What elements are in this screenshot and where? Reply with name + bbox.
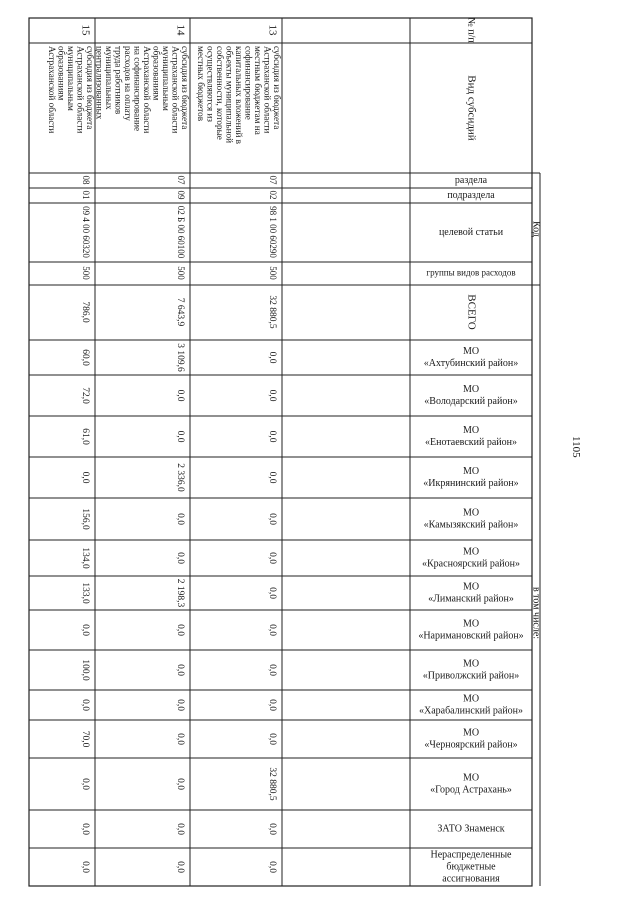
district-value: 0,0 [266, 587, 277, 599]
code-header-3: группы видов расходов [426, 267, 516, 278]
district-value: 0,0 [174, 699, 185, 711]
subsidy-name-line: Астраханской области [262, 46, 273, 134]
district-header-11: МО [462, 772, 480, 784]
district-header-13: Нераспределенные [430, 849, 512, 861]
district-value: 0,0 [174, 823, 185, 835]
table-frame [29, 18, 532, 886]
district-value: 0,0 [79, 699, 90, 711]
district-value: 0,0 [266, 552, 277, 564]
district-value: 0,0 [79, 624, 90, 636]
district-value: 0,0 [174, 513, 185, 525]
district-value: 3 109,6 [174, 343, 185, 372]
code-header-2: целевой статьи [438, 226, 504, 238]
tsel-value: 98 1 00 60290 [267, 206, 278, 258]
district-header-10: «Черноярский район» [424, 739, 518, 751]
district-value: 0,0 [266, 664, 277, 676]
subsidy-name-line: на софинансирование [132, 46, 143, 132]
subsidy-name-line: расходов на оплату [122, 46, 133, 121]
district-value: 0,0 [174, 664, 185, 676]
subsidy-name-line: Астраханской области [170, 46, 181, 134]
district-value: 0,0 [174, 778, 185, 790]
district-header-7: «Наримановский район» [418, 630, 524, 642]
district-header-0: «Ахтубинский район» [423, 357, 519, 369]
district-value: 32 880,5 [266, 767, 277, 801]
district-value: 0,0 [79, 778, 90, 790]
subsidy-name-line: софинансирование [243, 46, 254, 120]
district-value: 60,0 [79, 349, 90, 366]
vid-value: 500 [80, 266, 91, 280]
district-value: 0,0 [266, 513, 277, 525]
subsidy-name-line: централизованных [94, 46, 105, 120]
district-value: 133,0 [79, 582, 90, 604]
district-header-3: МО [462, 465, 480, 477]
podrazdel-value: 01 [80, 190, 91, 200]
tsel-value: 02 Б 00 60100 [175, 205, 186, 259]
district-value: 134,0 [79, 547, 90, 569]
subsidy-name-line: муниципальным [65, 46, 76, 111]
subsidy-name-line: субсидия из бюджета [271, 46, 282, 130]
district-value: 0,0 [174, 389, 185, 402]
district-header-9: «Харабалинский район» [418, 705, 524, 717]
subsidy-name-line: осуществляются из [205, 46, 216, 122]
total-value: 7 643,9 [174, 297, 185, 327]
subsidy-name-line: Астраханской области [141, 46, 152, 134]
district-header-1: «Володарский район» [424, 395, 518, 407]
code-group-label: Код [530, 221, 542, 237]
subsidy-name-line: труда работников [113, 46, 124, 115]
district-value: 0,0 [79, 861, 90, 873]
district-value: 0,0 [174, 552, 185, 564]
district-header-5: МО [462, 546, 480, 558]
district-value: 0,0 [266, 471, 277, 484]
subsidy-name-line: местным бюджетам на [252, 46, 263, 135]
district-header-8: «Приволжский район» [422, 670, 520, 682]
district-value: 0,0 [266, 699, 277, 711]
district-value: 0,0 [174, 733, 185, 745]
district-value: 0,0 [79, 471, 90, 484]
district-header-4: «Камызякский район» [423, 519, 519, 531]
num-header: № п/п [465, 17, 477, 43]
district-value: 0,0 [266, 733, 277, 745]
district-value: 0,0 [174, 430, 185, 443]
district-header-9: МО [462, 693, 480, 705]
subsidy-name-line: Астраханской области [46, 46, 57, 134]
district-value: 0,0 [174, 624, 185, 636]
code-header-0: раздела [454, 174, 488, 186]
vid-value: 500 [175, 266, 186, 280]
district-header-1: МО [462, 383, 480, 395]
type-header: Вид субсидий [465, 75, 478, 141]
total-value: 786,0 [79, 301, 90, 323]
row-number: 13 [266, 24, 279, 36]
row-number: 15 [79, 24, 92, 36]
tsel-value: 09 4 00 60320 [80, 206, 91, 258]
subsidy-name-line: объекты муниципальной [224, 46, 235, 144]
district-header-3: «Икрянинский район» [423, 477, 519, 489]
vid-value: 500 [267, 266, 278, 280]
row-number: 14 [174, 24, 187, 36]
district-header-5: «Красноярский район» [422, 558, 520, 570]
district-header-2: МО [462, 424, 480, 436]
incl-label: в том числе: [530, 586, 542, 640]
district-value: 100,0 [79, 659, 90, 681]
district-header-13: ассигнования [442, 873, 500, 885]
district-value: 72,0 [79, 387, 90, 404]
subsidy-name-line: Астраханской области [75, 46, 86, 134]
district-value: 2 198,3 [174, 578, 185, 608]
podrazdel-value: 02 [267, 190, 278, 200]
subsidy-name-line: муниципальных [103, 46, 114, 110]
district-header-11: «Город Астрахань» [430, 784, 512, 796]
total-header: ВСЕГО [465, 294, 478, 330]
subsidy-name-line: капитальных вложений в [233, 46, 244, 145]
razdel-value: 08 [80, 175, 91, 185]
razdel-value: 07 [267, 175, 278, 185]
subsidy-name-line: муниципальным [160, 46, 171, 111]
page-number: 1105 [570, 436, 582, 458]
district-value: 70,0 [79, 730, 90, 748]
district-value: 0,0 [266, 389, 277, 402]
district-header-2: «Енотаевский район» [424, 436, 518, 448]
subsidy-name-line: местных бюджетов [195, 46, 206, 122]
subsidy-name-line: собственности, которые [214, 46, 225, 140]
district-header-12: ЗАТО Знаменск [437, 823, 505, 835]
district-value: 0,0 [266, 624, 277, 636]
subsidy-name-line: образованиям [151, 46, 162, 101]
district-value: 0,0 [266, 430, 277, 443]
district-header-0: МО [462, 345, 480, 357]
razdel-value: 07 [175, 175, 186, 185]
district-value: 0,0 [266, 823, 277, 835]
subsidy-name-line: субсидия из бюджета [179, 46, 190, 130]
district-header-7: МО [462, 618, 480, 630]
district-value: 0,0 [266, 861, 277, 873]
code-header-1: подраздела [447, 189, 495, 201]
district-value: 2 336,0 [174, 463, 185, 492]
district-header-6: МО [462, 581, 480, 593]
district-value: 61,0 [79, 428, 90, 445]
district-header-4: МО [462, 507, 480, 519]
district-header-8: МО [462, 658, 480, 670]
district-value: 0,0 [174, 861, 185, 873]
subsidy-name-line: субсидия из бюджета [84, 46, 95, 130]
podrazdel-value: 09 [175, 190, 186, 200]
subsidy-name-line: образованиям [56, 46, 67, 101]
district-header-10: МО [462, 727, 480, 739]
district-header-13: бюджетные [446, 861, 496, 873]
district-value: 0,0 [266, 351, 277, 364]
district-value: 0,0 [79, 823, 90, 835]
district-value: 156,0 [79, 508, 90, 530]
total-value: 32 880,5 [266, 295, 277, 329]
district-header-6: «Лиманский район» [428, 593, 514, 605]
